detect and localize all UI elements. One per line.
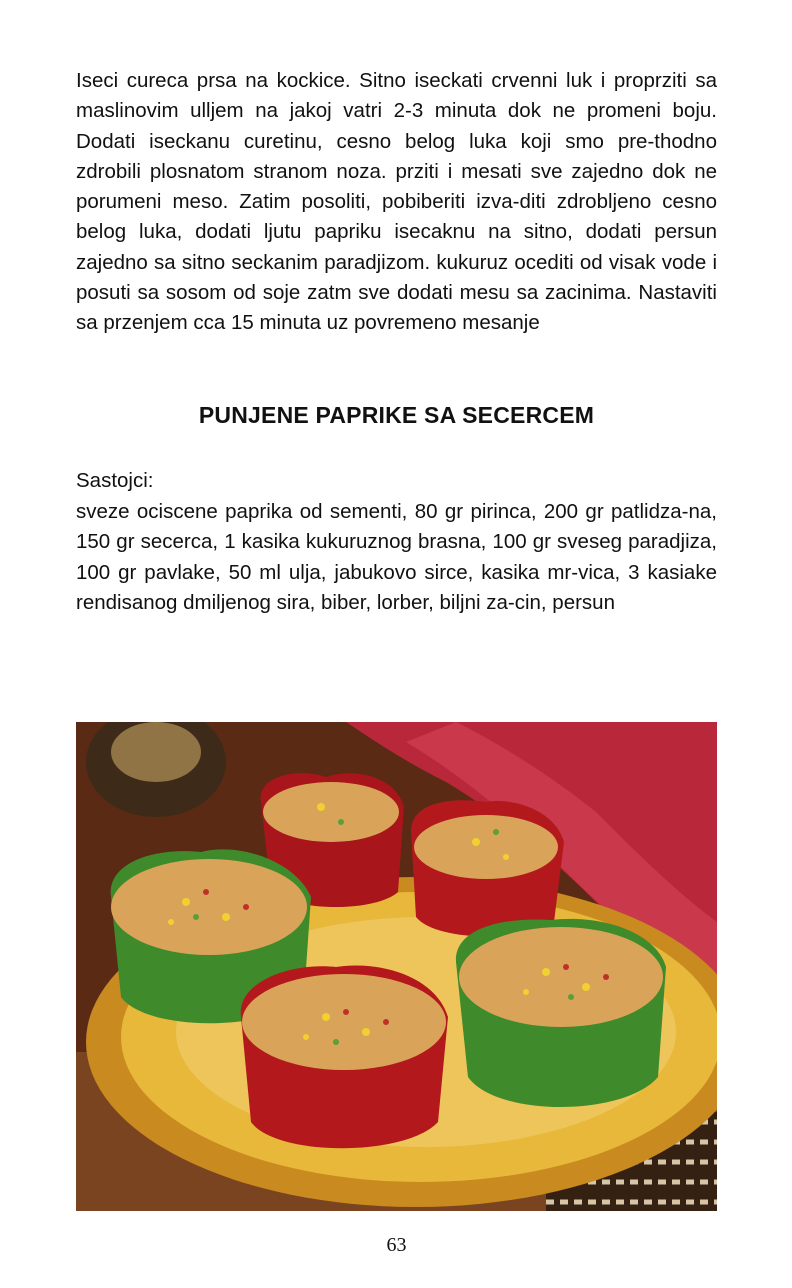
recipe-title: PUNJENE PAPRIKE SA SECERCEM [198,402,595,428]
previous-recipe-instructions: Iseci cureca prsa na kockice. Sitno iseckati crvenni luk i proprziti sa maslinovim ulljem na jakoj vatri 2-3 minuta dok ne promeni boju. Dodati iseckanu curetinu, cesno belog luka koji smo pre-thodno zdrobili plosnatom stranom noza. prziti i mesati sve zajedno dok ne porumeni meso. Zatim posoliti, pobiberiti izva-diti zdrobljeno cesno belog luka, dodati ljutu papriku isecaknu na sitno, dodati persun zajedno sa sitno seckanim paradjizom. kukuruz ocediti od visak vode i posuti sa sosom od soje zatm sve dodati mesu sa zacinima. Nastaviti sa przenjem cca 15 minuta uz povremeno mesanje [76,69,717,335]
book-page [76,0,717,1288]
ingredients-list: sveze ociscene paprika od sementi, 80 gr pirinca, 200 gr patlidza-na, 150 gr secerca, 1 kasika kukuruznog brasna, 100 gr sveseg paradjiza, 100 gr pavlake, 50 ml ulja, jabukovo sirce, kasika mr-vica, 3 kasiake rendisanog dmiljenog sira, biber, lorber, biljni za-cin, persun [76,500,717,614]
stuffed-peppers-photo [76,722,717,1211]
photo-illustration [76,722,717,1211]
ingredients-heading: Sastojci: [76,469,154,492]
page-number: 63 [386,1234,407,1256]
